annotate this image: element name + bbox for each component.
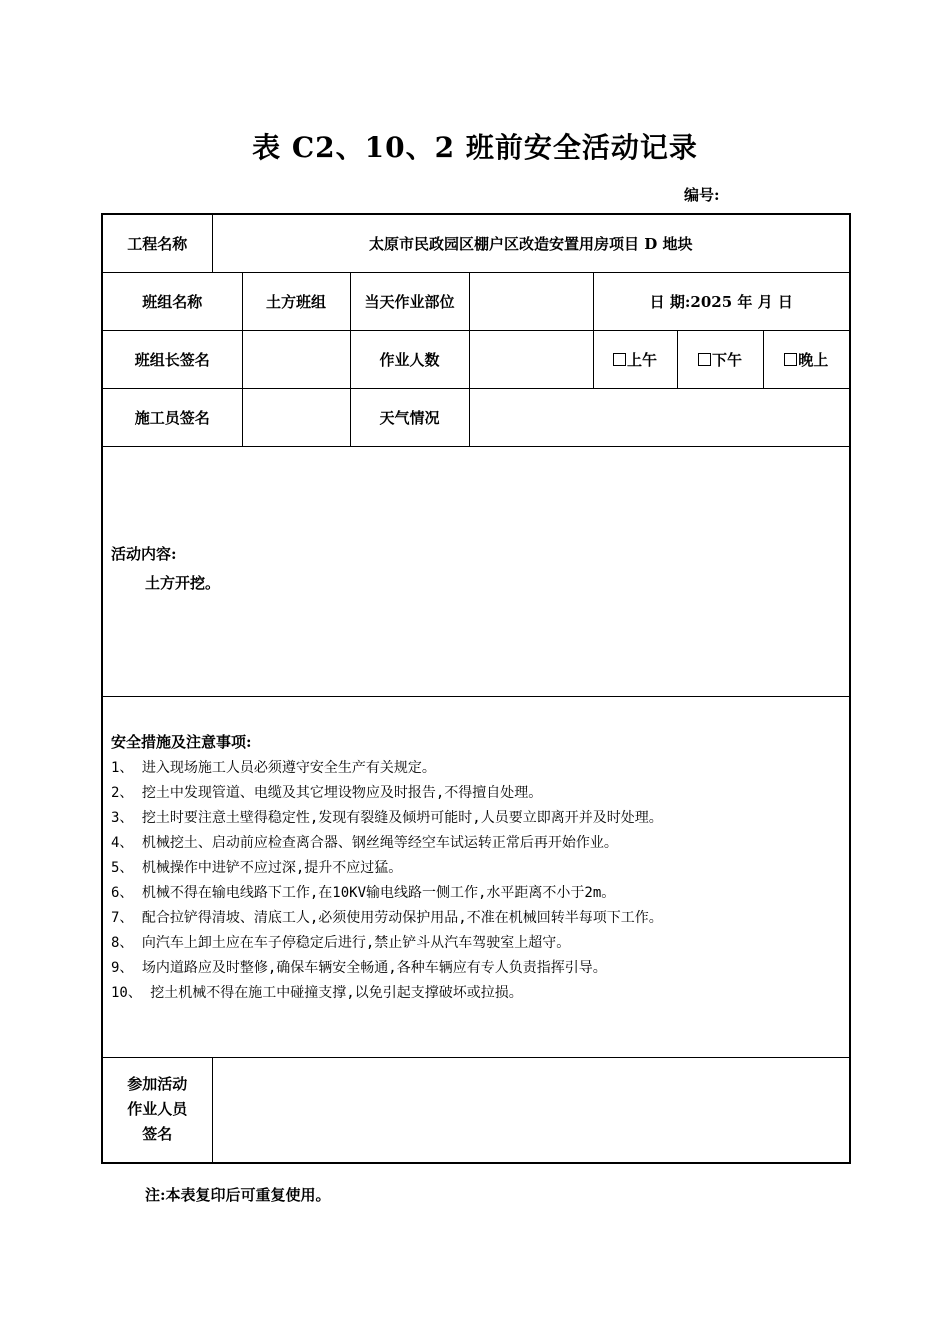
constructor-row [102,388,850,446]
evening-label: 晚上 [798,350,829,369]
serial-number-label: 编号: [684,186,720,204]
afternoon-option[interactable] [677,330,763,388]
activity-content-label: 活动内容: [111,544,177,563]
work-location-label: 当天作业部位 [350,272,469,330]
safety-row [102,696,850,1057]
safety-item: 4、 机械挖土、启动前应检查离合器、钢丝绳等经空车试运转正常后再开始作业。 [111,834,618,851]
safety-item: 3、 挖土时要注意土壁得稳定性,发现有裂缝及倾坍可能时,人员要立即离开并及时处理。 [111,809,663,826]
work-location-field[interactable] [469,272,593,330]
safety-item: 5、 机械操作中进铲不应过深,提升不应过猛。 [111,859,403,876]
morning-checkbox[interactable] [613,353,626,366]
safety-item: 1、 进入现场施工人员必须遵守安全生产有关规定。 [111,759,436,776]
afternoon-label: 下午 [711,350,742,369]
constructor-sign-field[interactable] [242,388,350,446]
safety-measures-list [111,756,849,1006]
worker-count-field[interactable] [469,330,593,388]
safety-measures-label: 安全措施及注意事项: [111,732,252,751]
participants-row [102,1057,850,1163]
activity-content-text: 土方开挖。 [145,573,221,592]
team-row [102,272,850,330]
footer-note: 注:本表复印后可重复使用。 [145,1186,331,1204]
leader-row [102,330,850,388]
team-label: 班组名称 [102,272,242,330]
morning-option[interactable] [593,330,677,388]
safety-activity-form [101,213,851,1164]
safety-measures-cell [102,696,850,1057]
constructor-sign-label: 施工员签名 [102,388,242,446]
evening-option[interactable] [763,330,850,388]
date-field[interactable]: 日 期:2025 年 月 日 [593,272,850,330]
evening-checkbox[interactable] [784,353,797,366]
project-value[interactable]: 太原市民政园区棚户区改造安置用房项目 D 地块 [212,214,850,272]
weather-field[interactable] [469,388,850,446]
activity-content-cell[interactable] [102,446,850,696]
safety-item: 9、 场内道路应及时整修,确保车辆安全畅通,各种车辆应有专人负责指挥引导。 [111,959,607,976]
project-row [102,214,850,272]
participants-label-line: 签名 [142,1125,173,1144]
participants-sign-field[interactable] [212,1057,850,1163]
document-title: 表 C2、10、2 班前安全活动记录 [252,131,698,164]
safety-item: 10、 挖土机械不得在施工中碰撞支撑,以免引起支撑破坏或拉损。 [111,984,523,1001]
morning-label: 上午 [626,350,657,369]
weather-label: 天气情况 [350,388,469,446]
afternoon-checkbox[interactable] [698,353,711,366]
project-label: 工程名称 [102,214,212,272]
participants-label-line: 作业人员 [127,1100,188,1119]
activity-row [102,446,850,696]
team-value[interactable]: 土方班组 [242,272,350,330]
safety-item: 8、 向汽车上卸土应在车子停稳定后进行,禁止铲斗从汽车驾驶室上超守。 [111,934,571,951]
participants-label-line: 参加活动 [127,1075,188,1094]
safety-item: 6、 机械不得在输电线路下工作,在10KV输电线路一侧工作,水平距离不小于2m。 [111,884,616,901]
leader-sign-label: 班组长签名 [102,330,242,388]
leader-sign-field[interactable] [242,330,350,388]
worker-count-label: 作业人数 [350,330,469,388]
safety-item: 7、 配合拉铲得清坡、清底工人,必须使用劳动保护用品,不准在机械回转半每项下工作。 [111,909,663,926]
safety-item: 2、 挖土中发现管道、电缆及其它埋设物应及时报告,不得擅自处理。 [111,784,543,801]
participants-sign-label [102,1057,212,1163]
